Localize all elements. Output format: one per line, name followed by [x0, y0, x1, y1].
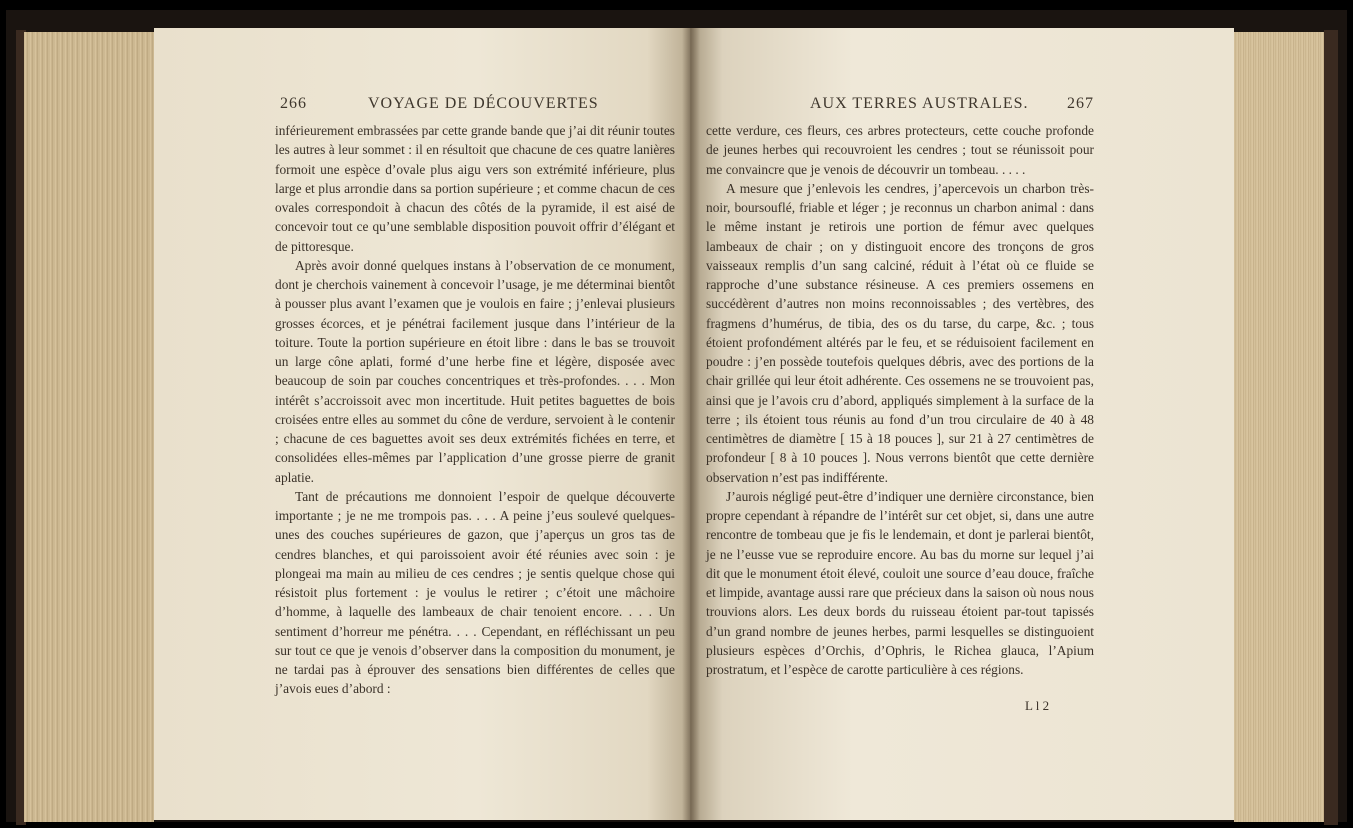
page-edges-right — [1234, 32, 1324, 822]
paragraph: Tant de précautions me donnoient l’espoir de quelque découverte importante ; je ne me trompois pas. . . . A peine j’eus soulevé quelques-unes des couches supérieures de gazon, que j’aperçus un gros tas de cendres blanches, et qui paroissoient avoir été réunies avec soin : je plongeai ma main au milieu de ces cendres ; je sentis quelque chose qui résistoit plus fortement : je voulus le retirer ; c’étoit une mâchoire d’homme, à laquelle des lambeaux de chair tenoient encore. . . . Un sentiment d’horreur me pénétra. . . . Cependant, en réfléchissant un peu sur tout ce que je venois d’observer dans la composition du monument, je ne tardai pas à éprouver des sensations bien différentes de celles que j’avois eues d’abord : — [275, 488, 675, 697]
paragraph: Après avoir donné quelques instans à l’observation de ce monument, dont je cherchois vainement à concevoir l’usage, je me déterminai bientôt à pousser plus avant l’examen que je voulois en faire ; j’enlevai plusieurs grosses écorces, et je pénétrai facilement jusque dans l’intérieur de la toiture. Toute la portion supérieure en étoit libre : dans le bas se trouvoit un large cône aplati, formé d’une herbe fine et légère, disposée avec beaucoup de soin par couches concentriques et très-profondes. . . . Mon intérêt s’accroissoit avec mon incertitude. Huit petites baguettes de bois croisées entre elles au sommet du cône de verdure, servoient à le contenir ; chacune de ces baguettes avoit ses deux extrémités fichées en terre, et consolidées elles-mêmes par l’application d’une grosse pierre de granit aplatie. — [275, 257, 675, 485]
paragraph: inférieurement embrassées par cette grande bande que j’ai dit réunir toutes les autres à leur sommet : il en résultoit que chacune de ces quatre lanières formoit une espèce d’ovale plus aigu vers son extrémité inférieure, plus large et plus arrondie dans sa portion supérieure ; et comme chacun de ces ovales correspondoit à chacun des côtés de la pyramide, il est aisé de concevoir tout ce qu’une semblable disposition pouvoit offrir d’élégant et de pittoresque. — [275, 123, 675, 254]
book — [6, 10, 1347, 822]
left-running-head: VOYAGE DE DÉCOUVERTES — [368, 95, 599, 112]
gutter-fold — [682, 28, 700, 820]
left-page — [154, 28, 690, 820]
paragraph: A mesure que j’enlevois les cendres, j’apercevois un charbon très-noir, boursouflé, friable et léger ; je reconnus un charbon animal : dans le même instant je retirois une portion de fémur avec quelques lambeaux de chair ; on y distinguoit encore des tronçons de gros vaisseaux remplis d’un sang calciné, réduit à l’état où ce fluide se rapproche d’une substance résineuse. A ces premiers ossemens en succédèrent d’autres non moins reconnoissables ; des vertèbres, des fragmens d’humérus, de tibia, des os du tarse, du carpe, &c. ; tous étoient profondément altérés par le feu, et se réduisoient facilement en poudre : j’en possède toutefois quelques débris, avec des portions de la chair grillée qui leur étoit adhérente. Ces ossemens ne se trouvoient pas, ainsi que je l’avois cru d’abord, appliqués simplement à la surface de la terre ; ils étoient tous réunis au fond d’un trou circulaire de 40 à 48 centimètres de diamètre [ 15 à 18 pouces ], sur 21 à 27 centimètres de profondeur [ 8 à 10 pouces ]. Nous verrons bientôt que cette dernière observation n’est pas indifférente. — [706, 180, 1094, 485]
book-cover-right — [1324, 30, 1338, 825]
page-edges-left — [24, 32, 154, 822]
right-page — [690, 28, 1234, 820]
right-page-number: 267 — [1067, 95, 1094, 112]
paragraph: cette verdure, ces fleurs, ces arbres protecteurs, cette couche profonde de jeunes herbes qui recouvroient les cendres ; tout se réunissoit pour me convaincre que je venois de découvrir un tombeau. . . . . — [706, 123, 1094, 177]
left-page-body — [275, 121, 675, 699]
right-running-head: AUX TERRES AUSTRALES. — [810, 95, 1029, 112]
right-page-body — [706, 121, 1094, 679]
paragraph: J’aurois négligé peut-être d’indiquer une dernière circonstance, bien propre cependant à répandre de l’intérêt sur cet objet, si, dans une autre rencontre de tombeau que je fis le lendemain, et dont je parlerai bientôt, je ne l’eusse vue se reproduire encore. Au bas du morne sur lequel j’ai dit que le monument étoit élevé, couloit une source d’eau douce, fraîche et limpide, avantage aussi rare que précieux dans la saison où nous nous trouvions alors. Les deux bords du ruisseau étoient par-tout tapissés d’un grand nombre de jeunes herbes, parmi lesquelles se distinguoient plusieurs espèces d’Orchis, d’Ophris, le Richea glauca, l’Apium prostratum, et l’espèce de carotte particulière à ces régions. — [706, 488, 1094, 677]
left-page-number: 266 — [280, 95, 307, 112]
signature-mark: L l 2 — [1025, 698, 1050, 713]
